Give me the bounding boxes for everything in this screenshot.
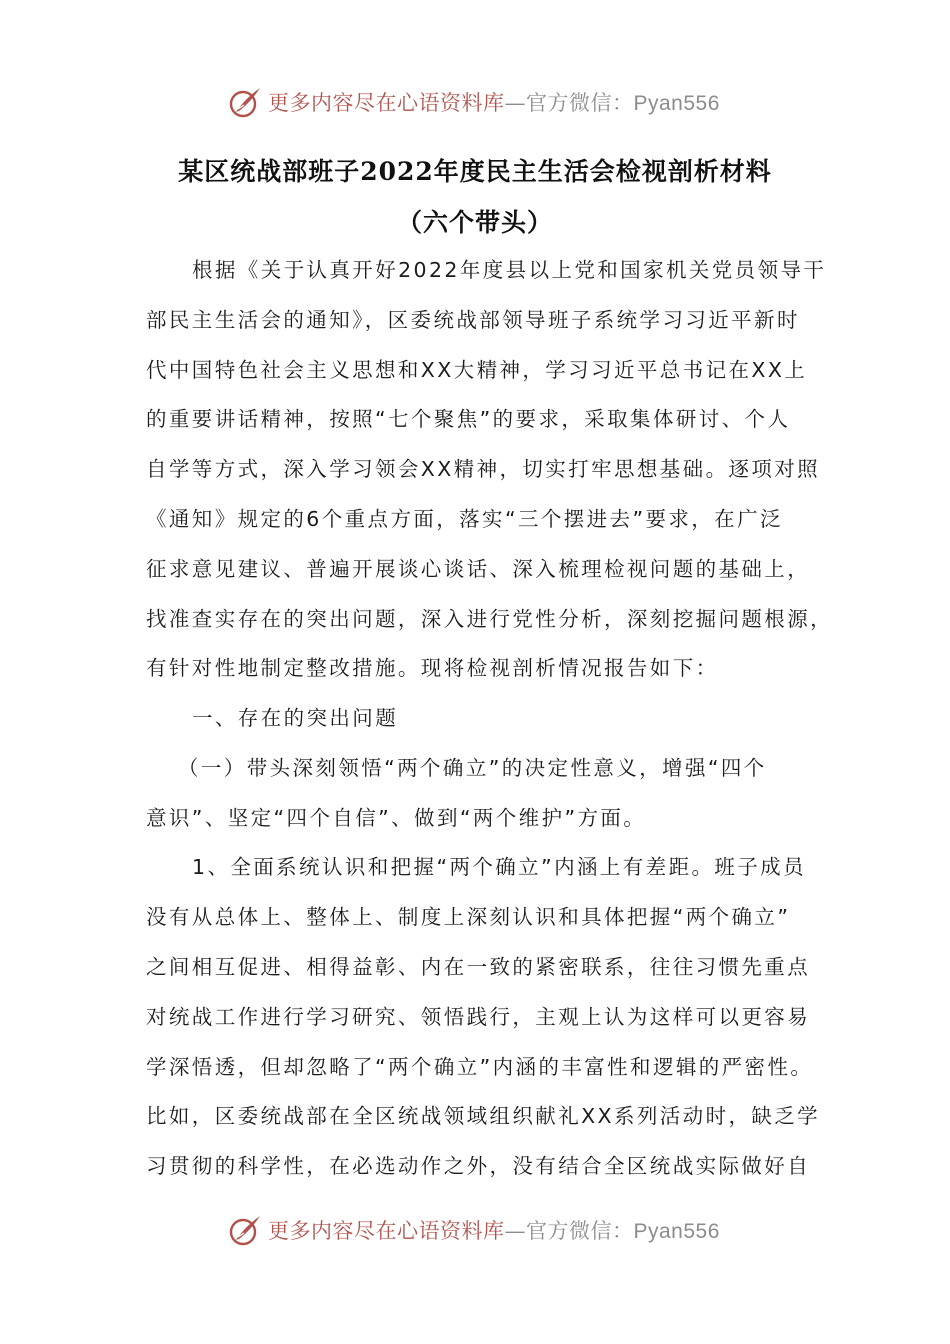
body-line: 习贯彻的科学性，在必选动作之外，没有结合全区统战实际做好自 (146, 1154, 811, 1178)
header-banner (228, 82, 748, 122)
document-title: 某区统战部班子2022年度民主生活会检视剖析材料 (178, 157, 772, 186)
body-line: 根据《关于认真开好2022年度县以上党和国家机关党员领导干 (192, 258, 827, 282)
body-line: 之间相互促进、相得益彰、内在一致的紧密联系，往往习惯先重点 (146, 955, 811, 979)
banner-site: 更多内容尽在心语资料库 (268, 1219, 505, 1243)
banner-site: 更多内容尽在心语资料库 (268, 91, 505, 115)
banner-wechat-id: Pyan556 (633, 1220, 720, 1243)
banner-wechat-id: Pyan556 (633, 92, 720, 115)
body-line: 《通知》规定的6个重点方面，落实“三个摆进去”要求，在广泛 (146, 507, 783, 531)
body-line: 自学等方式，深入学习领会XX精神，切实打牢思想基础。逐项对照 (146, 457, 821, 481)
banner-text (268, 87, 720, 117)
body-line: 部民主生活会的通知》，区委统战部领导班子系统学习习近平新时 (146, 308, 800, 332)
body-line: 对统战工作进行学习研究、领悟践行，主观上认为这样可以更容易 (146, 1005, 811, 1029)
banner-wechat-label: 官方微信： (526, 1219, 634, 1243)
banner-dash: — (504, 1219, 526, 1243)
body-line: 代中国特色社会主义思想和XX大精神，学习习近平总书记在XX上 (146, 358, 808, 382)
body-line: 学深悟透，但却忽略了“两个确立”内涵的丰富性和逻辑的严密性。 (146, 1055, 814, 1079)
banner-dash: — (504, 91, 526, 115)
body-line: 1、全面系统认识和把握“两个确立”内涵上有差距。班子成员 (192, 855, 806, 879)
body-line: 有针对性地制定整改措施。现将检视剖析情况报告如下： (146, 656, 719, 680)
body-line: 找准查实存在的突出问题，深入进行党性分析，深刻挖掘问题根源， (146, 607, 833, 631)
banner-wechat-label: 官方微信： (526, 91, 634, 115)
footer-banner (228, 1210, 748, 1250)
section-heading: 一、存在的突出问题 (192, 706, 399, 730)
body-line: 的重要讲话精神，按照“七个聚焦”的要求，采取集体研讨、个人 (146, 407, 791, 431)
document-subtitle: （六个带头） (396, 208, 553, 237)
subsection-heading: （一）带头深刻领悟“两个确立”的决定性意义，增强“四个 (178, 756, 767, 780)
quill-logo-icon (228, 1213, 262, 1247)
body-line: 没有从总体上、整体上、制度上深刻认识和具体把握“两个确立” (146, 905, 791, 929)
body-line: 意识”、坚定“四个自信”、做到“两个维护”方面。 (146, 806, 647, 830)
quill-logo-icon (228, 85, 262, 119)
body-line: 征求意见建议、普遍开展谈心谈话、深入梳理检视问题的基础上， (146, 557, 811, 581)
body-line: 比如，区委统战部在全区统战领域组织献礼XX系列活动时，缺乏学 (146, 1104, 821, 1128)
banner-text (268, 1215, 720, 1245)
